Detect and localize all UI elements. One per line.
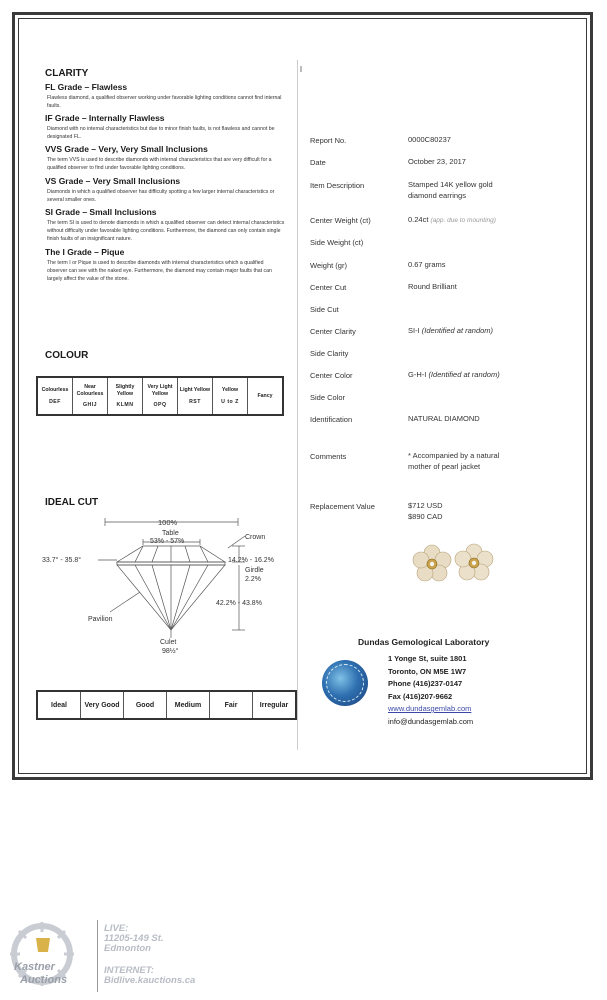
ideal-cut-title: IDEAL CUT bbox=[45, 497, 99, 508]
center-cut-label: Center Cut bbox=[310, 283, 347, 292]
colour-scale-table bbox=[36, 376, 284, 416]
side-weight-label: Side Weight (ct) bbox=[310, 238, 364, 247]
side-color-label: Side Color bbox=[310, 393, 346, 402]
colour-cell bbox=[178, 377, 213, 415]
weight-label: Weight (gr) bbox=[310, 261, 347, 270]
table-range: 53% - 57% bbox=[150, 538, 185, 545]
comments-label: Comments bbox=[310, 452, 347, 461]
replacement-value bbox=[408, 500, 588, 522]
pavilion-leader bbox=[110, 592, 140, 612]
colour-name: Light Yellow bbox=[179, 387, 211, 394]
colour-range: RST bbox=[189, 398, 201, 405]
pavilion-depth: 42.2% - 43.8% bbox=[216, 600, 262, 607]
center-weight-number: 0.24ct bbox=[408, 215, 429, 224]
live-city: Edmonton bbox=[104, 943, 151, 954]
footer-live bbox=[104, 924, 164, 954]
cut-grade-cell: Fair bbox=[210, 691, 253, 719]
side-clarity-label: Side Clarity bbox=[310, 349, 349, 358]
center-color-value bbox=[408, 369, 588, 380]
center-clarity-value bbox=[408, 325, 588, 336]
item-value: Stamped 14K yellow gold diamond earrings bbox=[408, 180, 493, 200]
grade-description: Diamond with no internal characteristics but due to minor finish faults, is not flawless and cannot be designated FL. bbox=[47, 126, 275, 140]
lab-city: Toronto, ON M5E 1W7 bbox=[388, 666, 467, 676]
column-divider bbox=[297, 60, 298, 750]
identification-value: NATURAL DIAMOND bbox=[408, 414, 480, 423]
colour-name: Colourless bbox=[41, 387, 69, 394]
weight-value: 0.67 grams bbox=[408, 260, 446, 269]
lab-address: 1 Yonge St, suite 1801 bbox=[388, 654, 467, 663]
ideal-cut-diagram bbox=[40, 512, 290, 662]
clarity-grade-i bbox=[45, 247, 285, 283]
center-weight-label: Center Weight (ct) bbox=[310, 216, 371, 225]
lab-fax: Fax (416)207-9662 bbox=[388, 691, 453, 701]
replacement-label: Replacement Value bbox=[310, 502, 375, 511]
earrings-photo bbox=[404, 540, 504, 590]
crown-angle: 33.7° - 35.8° bbox=[42, 557, 82, 564]
logo-text-auctions: Auctions bbox=[20, 974, 68, 986]
footer-internet bbox=[104, 966, 195, 986]
clarity-grade-if bbox=[45, 113, 285, 141]
colour-cell bbox=[248, 377, 284, 415]
grade-description: The term SI is used to denote diamonds in which a qualified observer can detect internal characteristics without difficulty under favorable lighting conditions. Furthermore, the diamond can only contain single finish faults of an insignificant nature. bbox=[47, 220, 285, 242]
lab-name: Dundas Gemological Laboratory bbox=[358, 637, 490, 647]
center-clarity-label: Center Clarity bbox=[310, 327, 356, 336]
cut-grade-cell: Ideal bbox=[37, 691, 81, 719]
grade-description: The term VVS is used to describe diamonds with internal characteristics that are very difficult for a qualified observer to find under favorable lighting conditions. bbox=[47, 157, 272, 171]
girdle-value: 2.2% bbox=[245, 576, 261, 583]
report-no-label: Report No. bbox=[310, 136, 347, 145]
culet-value: 98½° bbox=[162, 648, 179, 655]
colour-cell bbox=[108, 377, 143, 415]
colour-name: Slightly Yellow bbox=[115, 384, 135, 397]
center-clarity-note: (Identified at random) bbox=[421, 326, 494, 335]
crown-label: Crown bbox=[245, 534, 266, 541]
colour-cell bbox=[143, 377, 178, 415]
colour-range: DEF bbox=[49, 398, 61, 405]
clarity-title: CLARITY bbox=[45, 68, 89, 79]
internet-url[interactable]: Bidlive.kauctions.ca bbox=[104, 975, 196, 986]
side-cut-label: Side Cut bbox=[310, 305, 339, 314]
grade-title: VVS Grade – Very, Very Small Inclusions bbox=[45, 144, 208, 154]
colour-range: KLMN bbox=[116, 402, 134, 408]
cut-grade-cell: Very Good bbox=[81, 691, 124, 719]
colour-name: Very Light Yellow bbox=[147, 384, 173, 397]
crown-height: 14.2% - 16.2% bbox=[228, 557, 274, 564]
width-label: 100% bbox=[158, 518, 178, 527]
item-label: Item Description bbox=[310, 181, 365, 190]
colour-name: Yellow bbox=[221, 387, 239, 394]
grade-description: The term I or Pique is used to describe diamonds with internal characteristics which a qualified observer can see with the naked eye. Furthermore, the diamond may contain major faults that can largely affect the value of the stone. bbox=[47, 260, 272, 282]
culet-label: Culet bbox=[160, 639, 177, 646]
identification-label: Identification bbox=[310, 415, 353, 424]
grade-description: Diamonds in which a qualified observer has difficulty spotting a few larger internal characteristics or several smaller ones. bbox=[47, 189, 275, 203]
date-value: October 23, 2017 bbox=[408, 157, 466, 166]
clarity-grade-fl bbox=[45, 82, 285, 110]
clarity-grade-vs bbox=[45, 176, 285, 204]
lab-website-link[interactable]: www.dundasgemlab.com bbox=[388, 704, 472, 713]
lab-phone: Phone (416)237-0147 bbox=[388, 679, 463, 688]
lab-email: info@dundasgemlab.com bbox=[388, 716, 474, 726]
grade-title: SI Grade – Small Inclusions bbox=[45, 207, 157, 217]
live-address: 11205-149 St. bbox=[104, 933, 164, 944]
replacement-usd: $712 USD bbox=[408, 501, 443, 510]
earring-right bbox=[455, 544, 493, 580]
earring-left bbox=[413, 545, 451, 581]
lab-seal bbox=[322, 660, 368, 706]
center-clarity-grade: SI-I bbox=[408, 326, 420, 335]
report-no-value: 0000C80237 bbox=[408, 135, 451, 144]
cut-grade-table bbox=[36, 690, 297, 720]
scan-mark bbox=[300, 66, 302, 72]
colour-name: Near Colourless bbox=[76, 384, 104, 397]
colour-title: COLOUR bbox=[45, 350, 89, 361]
colour-range: OPQ bbox=[153, 402, 167, 408]
live-label: LIVE: bbox=[104, 923, 129, 934]
center-color-label: Center Color bbox=[310, 371, 353, 380]
grade-title: FL Grade – Flawless bbox=[45, 82, 128, 92]
girdle-label: Girdle bbox=[245, 567, 264, 574]
internet-label: INTERNET: bbox=[104, 965, 154, 976]
center-color-note: (Identified at random) bbox=[428, 370, 500, 379]
grade-title: VS Grade – Very Small Inclusions bbox=[45, 176, 181, 186]
colour-range: U to Z bbox=[221, 398, 239, 405]
date-label: Date bbox=[310, 158, 326, 167]
replacement-cad: $890 CAD bbox=[408, 512, 443, 521]
table-label: Table bbox=[162, 530, 179, 537]
center-weight-note: (app. due to mounting) bbox=[430, 217, 496, 224]
grade-description: Flawless diamond, a qualified observer working under favorable lighting conditions cannot find internal faults. bbox=[47, 95, 282, 109]
colour-range: GHIJ bbox=[82, 402, 98, 408]
lab-info bbox=[358, 636, 588, 728]
colour-cell bbox=[73, 377, 108, 415]
kastner-auctions-logo bbox=[6, 920, 90, 992]
center-color-grade: G-H-I bbox=[408, 370, 427, 379]
comments-value: * Accompanied by a natural mother of pearl jacket bbox=[408, 451, 500, 471]
cut-grade-cell: Good bbox=[124, 691, 167, 719]
colour-name: Fancy bbox=[257, 392, 273, 399]
logo-text-kastner: Kastner bbox=[14, 961, 55, 973]
clarity-grade-vvs bbox=[45, 144, 285, 172]
center-cut-value: Round Brilliant bbox=[408, 282, 457, 291]
cut-grade-cell: Medium bbox=[167, 691, 210, 719]
grade-title: IF Grade – Internally Flawless bbox=[45, 113, 165, 123]
clarity-grade-si bbox=[45, 207, 285, 243]
cut-grade-cell: Irregular bbox=[253, 691, 297, 719]
grade-title: The I Grade – Pique bbox=[45, 247, 125, 257]
colour-cell bbox=[37, 377, 73, 415]
pavilion-label: Pavilion bbox=[88, 616, 113, 623]
colour-cell bbox=[213, 377, 248, 415]
footer-separator bbox=[97, 920, 98, 992]
center-weight-value bbox=[408, 214, 588, 226]
